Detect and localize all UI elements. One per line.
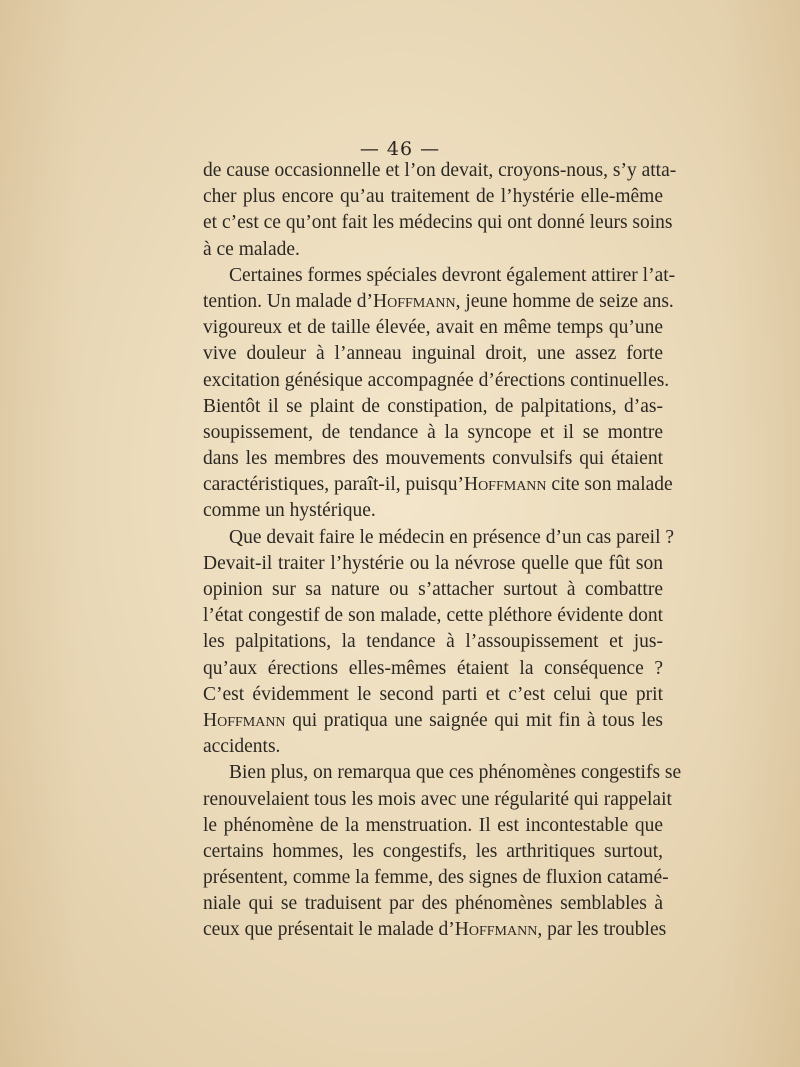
text-line: caractéristiques, paraît-il, puisqu’Hoffmann cite son malade <box>203 474 673 496</box>
text-line: ceux que présentait le malade d’Hoffmann, par les troubles <box>203 919 667 941</box>
page-number: — 46 — <box>359 138 441 160</box>
text-line: soupissement, de tendance à la syncope et il se montre <box>203 421 663 443</box>
text-line: à ce malade. <box>203 238 300 260</box>
text-line: comme un hystérique. <box>203 500 376 522</box>
text-line: Hoffmann qui pratiqua une saignée qui mit fin à tous les <box>203 709 663 731</box>
text-line: Certaines formes spéciales devront également attirer l’at- <box>229 264 676 286</box>
text-line: Bientôt il se plaint de constipation, de palpitations, d’as- <box>203 395 663 417</box>
text-line: dans les membres des mouvements convulsifs qui étaient <box>203 448 663 470</box>
author-name: Hoffmann <box>463 474 547 496</box>
author-name: Hoffmann <box>203 709 286 731</box>
text-line: et c’est ce qu’ont fait les médecins qui ont donné leurs soins <box>203 212 673 234</box>
text-line: C’est évidemment le second parti et c’est celui que prit <box>203 683 663 705</box>
text-line: Bien plus, on remarqua que ces phénomènes congestifs se <box>229 762 682 784</box>
text-line: cher plus encore qu’au traitement de l’hystérie elle-même <box>203 186 663 208</box>
text-line: qu’aux érections elles-mêmes étaient la conséquence ? <box>203 657 663 679</box>
text-line: de cause occasionnelle et l’on devait, croyons-nous, s’y atta- <box>203 160 677 181</box>
text-line: renouvelaient tous les mois avec une régularité qui rappelait <box>203 788 672 810</box>
author-name: Hoffmann <box>454 919 538 941</box>
body-text <box>203 158 682 944</box>
text-line: les palpitations, la tendance à l’assoupissement et jus- <box>203 631 663 653</box>
text-line: le phénomène de la menstruation. Il est incontestable que <box>203 814 663 836</box>
text-line: vigoureux et de taille élevée, avait en même temps qu’une <box>203 317 663 339</box>
text-line: présentent, comme la femme, des signes de fluxion catamé- <box>203 867 669 889</box>
text-line: tention. Un malade d’Hoffmann, jeune homme de seize ans. <box>203 290 674 312</box>
author-name: Hoffmann <box>373 290 456 312</box>
text-line: niale qui se traduisent par des phénomènes semblables à <box>203 893 663 915</box>
text-line: l’état congestif de son malade, cette pléthore évidente dont <box>203 605 663 627</box>
text-line: vive douleur à l’anneau inguinal droit, une assez forte <box>203 343 663 365</box>
text-line: Devait-il traiter l’hystérie ou la névrose quelle que fût son <box>203 552 663 574</box>
text-line: accidents. <box>203 736 281 758</box>
text-line: Que devait faire le médecin en présence d’un cas pareil ? <box>229 526 675 548</box>
text-line: excitation génésique accompagnée d’érections continuelles. <box>203 369 670 391</box>
text-line: certains hommes, les congestifs, les arthritiques surtout, <box>203 840 663 862</box>
text-line: opinion sur sa nature ou s’attacher surtout à combattre <box>203 579 663 600</box>
